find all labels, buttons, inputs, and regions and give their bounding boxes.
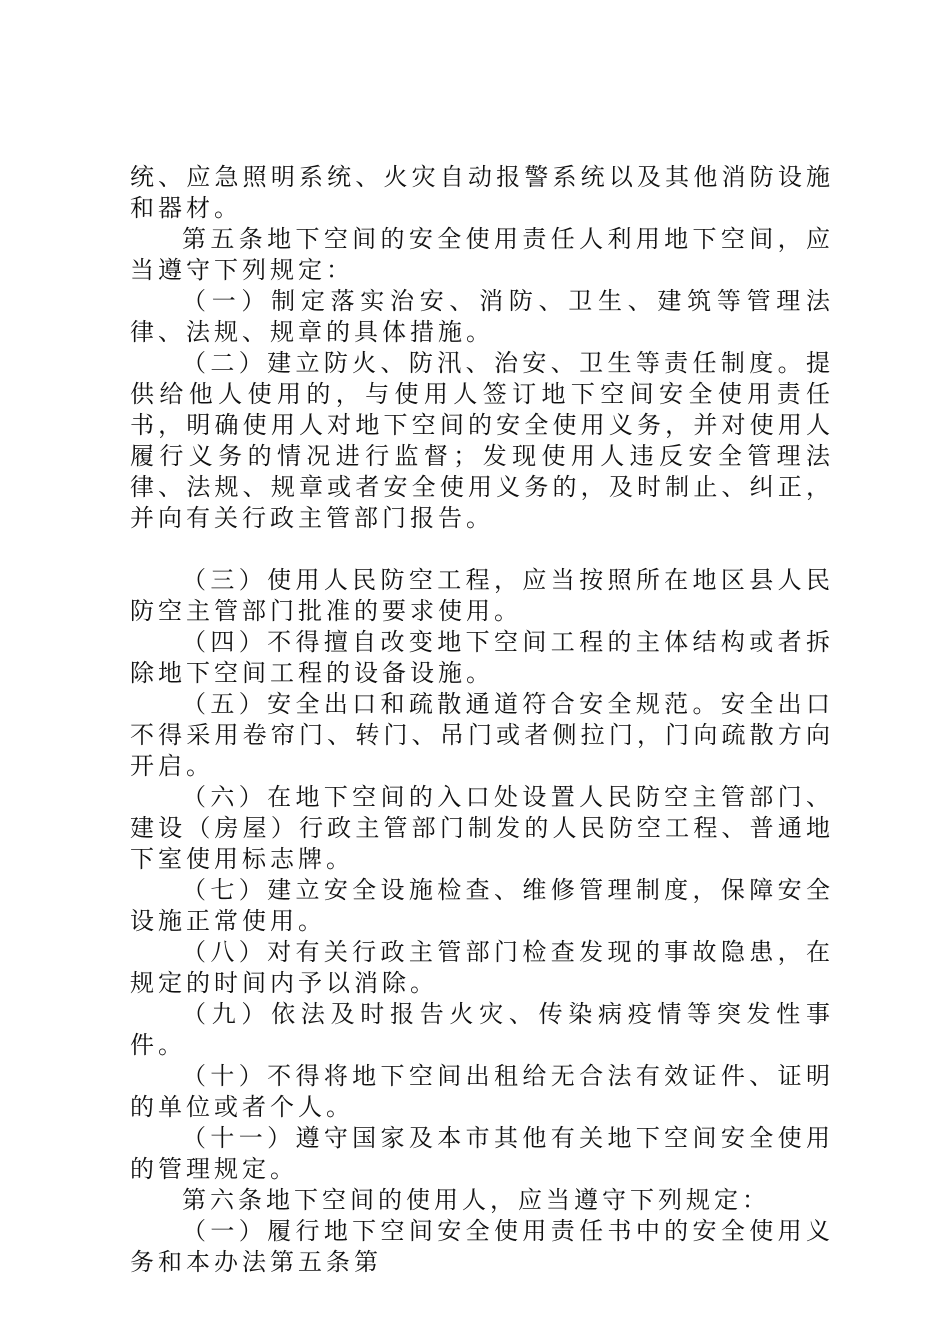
paragraph-article-5-item-9: （九）依法及时报告火灾、传染病疫情等突发性事件。 <box>130 1000 834 1059</box>
paragraph-article-5-item-7: （七）建立安全设施检查、维修管理制度，保障安全设施正常使用。 <box>130 876 834 935</box>
paragraph-article-5-item-11: （十一）遵守国家及本市其他有关地下空间安全使用的管理规定。 <box>130 1124 834 1183</box>
paragraph-article-5-item-5: （五）安全出口和疏散通道符合安全规范。安全出口不得采用卷帘门、转门、吊门或者侧拉门，门向疏散方向开启。 <box>130 690 834 780</box>
paragraph-article-5: 第五条地下空间的安全使用责任人利用地下空间，应当遵守下列规定： <box>130 225 834 284</box>
paragraph-article-5-item-8: （八）对有关行政主管部门检查发现的事故隐患，在规定的时间内予以消除。 <box>130 938 834 997</box>
paragraph-article-6-item-1: （一）履行地下空间安全使用责任书中的安全使用义务和本办法第五条第 <box>130 1217 834 1276</box>
paragraph-article-6: 第六条地下空间的使用人，应当遵守下列规定： <box>182 1186 770 1214</box>
paragraph-article-5-item-10: （十）不得将地下空间出租给无合法有效证件、证明的单位或者个人。 <box>130 1062 834 1121</box>
document-body <box>130 162 834 1278</box>
paragraph-article-5-item-2: （二）建立防火、防汛、治安、卫生等责任制度。提供给他人使用的，与使用人签订地下空间安全使用责任书，明确使用人对地下空间的安全使用义务，并对使用人履行义务的情况进行监督；发现使用人违反安全管理法律、法规、规章或者安全使用义务的，及时制止、纠正，并向有关行政主管部门报告。 <box>130 349 834 532</box>
paragraph-article-5-item-4: （四）不得擅自改变地下空间工程的主体结构或者拆除地下空间工程的设备设施。 <box>130 628 834 687</box>
paragraph-article-5-item-1: （一）制定落实治安、消防、卫生、建筑等管理法律、法规、规章的具体措施。 <box>130 287 834 346</box>
paragraph-article-5-item-6: （六）在地下空间的入口处设置人民防空主管部门、建设（房屋）行政主管部门制发的人民防空工程、普通地下室使用标志牌。 <box>130 783 834 873</box>
paragraph-continuation: 统、应急照明系统、火灾自动报警系统以及其他消防设施和器材。 <box>130 163 834 222</box>
paragraph-article-5-item-3: （三）使用人民防空工程，应当按照所在地区县人民防空主管部门批准的要求使用。 <box>130 566 834 625</box>
